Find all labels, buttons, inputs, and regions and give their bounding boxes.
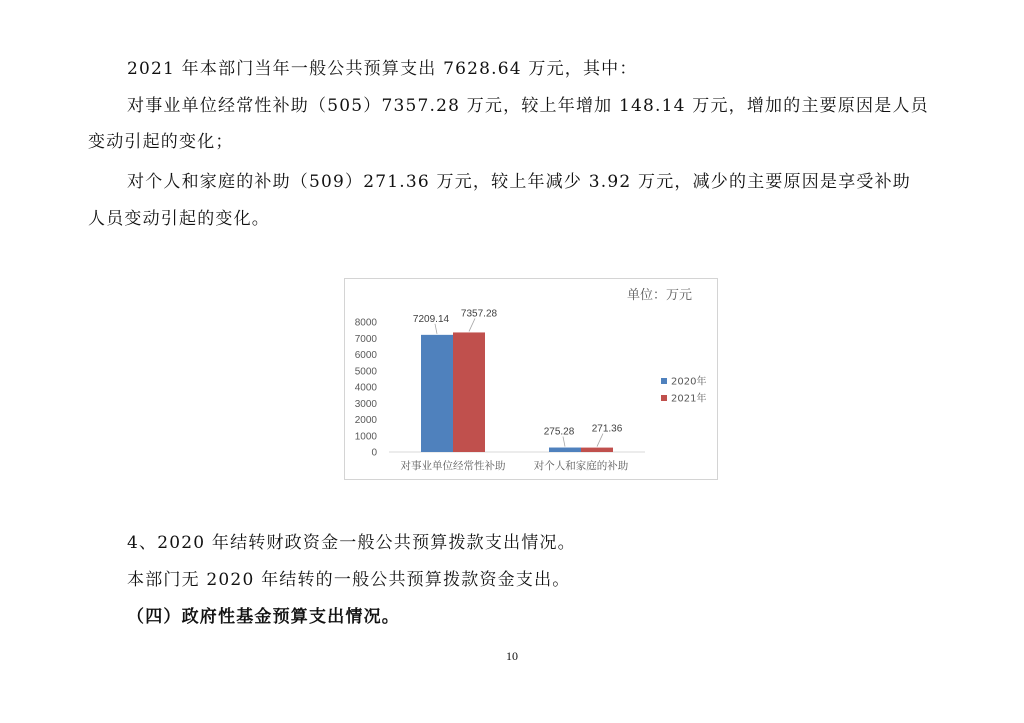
y-tick-label: 1000 — [354, 431, 377, 443]
data-label-leader — [563, 437, 565, 447]
paragraph-household-subsidy: 对个人和家庭的补助（509）271.36 万元，较上年减少 3.92 万元，减少的主要原因是享受补助 — [127, 172, 911, 192]
y-tick-label: 7000 — [354, 333, 377, 345]
chart-unit-label: 单位：万元 — [627, 288, 693, 303]
y-tick-label: 2000 — [354, 415, 377, 426]
data-label-leader — [469, 318, 475, 331]
y-tick-label: 5000 — [354, 366, 377, 378]
data-label: 271.36 — [591, 423, 623, 435]
paragraph-institution-subsidy-cont: 变动引起的变化； — [88, 132, 234, 152]
data-label-leader — [435, 324, 437, 334]
data-label: 275.28 — [543, 426, 575, 438]
section-heading-carryover: 4、2020 年结转财政资金一般公共预算拨款支出情况。 — [127, 533, 576, 553]
legend-swatch — [661, 378, 667, 384]
y-tick-label: 3000 — [354, 398, 377, 410]
y-tick-label: 4000 — [354, 382, 377, 394]
section-heading-government-fund: （四）政府性基金预算支出情况。 — [127, 607, 400, 627]
y-tick-label: 8000 — [354, 317, 377, 329]
legend-label: 2021年 — [671, 393, 707, 405]
page-number: 10 — [506, 649, 518, 663]
data-label: 7357.28 — [460, 308, 498, 320]
y-tick-label: 0 — [371, 447, 377, 459]
expenditure-bar-chart — [344, 278, 718, 480]
x-category-label: 对事业单位经常性补助 — [400, 460, 506, 472]
paragraph-total-expenditure: 2021 年本部门当年一般公共预算支出 7628.64 万元，其中： — [127, 59, 638, 79]
y-tick-label: 6000 — [354, 350, 377, 361]
bar-2020 — [421, 335, 453, 452]
bar-2021 — [453, 332, 485, 452]
paragraph-carryover-none: 本部门无 2020 年结转的一般公共预算拨款资金支出。 — [127, 570, 571, 590]
bar-2021 — [581, 448, 613, 452]
legend-label: 2020年 — [671, 376, 707, 388]
paragraph-household-subsidy-cont: 人员变动引起的变化。 — [88, 209, 270, 229]
paragraph-institution-subsidy: 对事业单位经常性补助（505）7357.28 万元，较上年增加 148.14 万元，增加的主要原因是人员 — [127, 96, 929, 116]
data-label-leader — [597, 434, 603, 447]
bar-2020 — [549, 448, 581, 452]
legend-swatch — [661, 395, 667, 401]
data-label: 7209.14 — [412, 313, 450, 325]
chart-canvas — [345, 279, 717, 479]
x-category-label: 对个人和家庭的补助 — [533, 460, 629, 472]
